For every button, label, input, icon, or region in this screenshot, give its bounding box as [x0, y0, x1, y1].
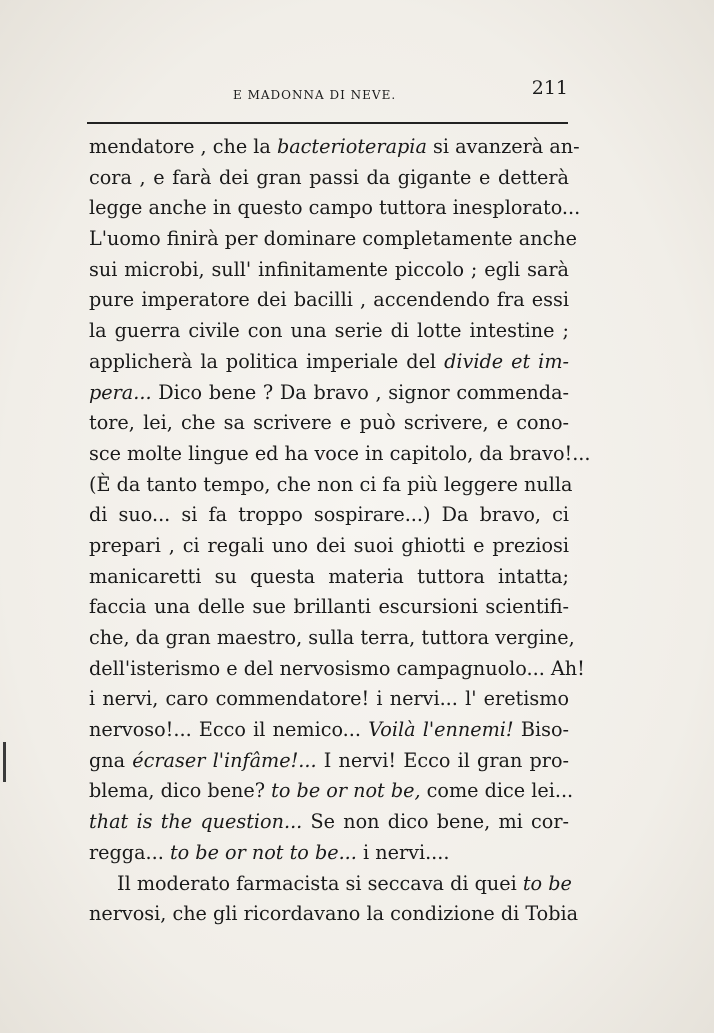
text-run: Se non dico bene, mi cor-: [302, 810, 569, 834]
text-run: sui microbi, sull' infinitamente piccolo ; egli sarà: [89, 257, 569, 281]
text-run: pera...: [89, 380, 152, 404]
text-line: [89, 347, 569, 378]
text-run: Biso-: [513, 718, 569, 742]
text-run: nervosi, che gli ricordavano la condizione di Tobia: [89, 902, 579, 926]
text-line: [89, 776, 574, 807]
text-run: dell'isterismo e del nervosismo campagnuolo... Ah!: [89, 656, 585, 680]
text-line: [89, 838, 569, 869]
text-run: tore, lei, che sa scrivere e può scrivere, e cono-: [89, 411, 569, 435]
text-run: blema, dico bene?: [89, 779, 272, 803]
text-run: mendatore , che la: [89, 135, 277, 158]
text-run: to be or not to be...: [169, 840, 357, 864]
text-run: to be or not be,: [271, 779, 421, 803]
text-run: legge anche in questo campo tuttora inesplorato...: [89, 196, 581, 220]
header-rule: [87, 122, 568, 124]
text-run: la guerra civile con una serie di lotte intestine ;: [89, 319, 569, 343]
text-run: applicherà la politica imperiale del: [89, 349, 445, 373]
text-run: écraser l'infâme!...: [132, 748, 317, 772]
text-run: manicaretti su questa materia tuttora intatta;: [89, 564, 569, 588]
text-line: [89, 439, 591, 470]
text-line: [89, 224, 578, 255]
text-run: that is the question...: [89, 810, 303, 834]
text-line: [89, 408, 569, 439]
page-header: [90, 76, 568, 108]
text-run: faccia una delle sue brillanti escursioni scientifi-: [89, 595, 569, 619]
text-line: [89, 193, 581, 224]
text-run: come dice lei...: [420, 779, 574, 803]
text-run: prepari , ci regali uno dei suoi ghiotti e preziosi: [89, 533, 569, 557]
text-run: regga...: [89, 840, 170, 864]
text-line: [89, 654, 585, 685]
text-line: [89, 531, 569, 562]
text-run: (È da tanto tempo, che non ci fa più leggere nulla: [89, 472, 573, 496]
text-line: [89, 592, 569, 623]
text-run: pure imperatore dei bacilli , accendendo fra essi: [89, 288, 569, 312]
text-run: cora , e farà dei gran passi da gigante e detterà: [89, 165, 569, 189]
text-line: [89, 285, 569, 316]
text-line: [89, 684, 569, 715]
text-run: bacterioterapia: [276, 135, 427, 158]
text-run: L'uomo finirà per dominare completamente anche: [89, 227, 578, 251]
text-line: [89, 378, 569, 409]
text-line: [89, 899, 579, 930]
text-line: [89, 316, 569, 347]
text-line: [89, 869, 572, 900]
text-run: nervoso!... Ecco il nemico...: [89, 718, 369, 742]
text-run: sce molte lingue ed ha voce in capitolo, da bravo!...: [89, 441, 591, 465]
running-head: E MADONNA DI NEVE.: [233, 88, 397, 102]
text-run: si avanzerà an-: [426, 135, 580, 158]
text-line: [89, 746, 569, 777]
text-line: [89, 132, 580, 163]
text-line: [89, 470, 573, 501]
text-run: i nervi....: [356, 840, 450, 864]
text-run: gna: [89, 748, 133, 772]
text-run: di suo... si fa troppo sospirare...) Da bravo, ci: [89, 503, 569, 527]
text-line: [89, 807, 569, 838]
text-run: i nervi, caro commendatore! i nervi... l' eretismo: [89, 687, 569, 711]
text-run: divide et im-: [444, 349, 569, 373]
page-number: 211: [531, 77, 568, 99]
text-run: to be: [522, 871, 572, 895]
text-line: [89, 255, 569, 286]
text-line: [89, 623, 575, 654]
text-run: Voilà l'ennemi!: [368, 718, 514, 742]
text-run: Dico bene ? Da bravo , signor commenda-: [151, 380, 569, 404]
text-line: [89, 500, 569, 531]
text-run: che, da gran maestro, sulla terra, tuttora vergine,: [89, 626, 575, 649]
page-edge-mark: [3, 742, 6, 782]
text-run: I nervi! Ecco il gran pro-: [316, 748, 569, 772]
body-text: [89, 132, 591, 930]
text-run: Il moderato farmacista si seccava di quei: [117, 871, 523, 895]
text-line: [89, 163, 569, 194]
text-line: [89, 715, 569, 746]
text-line: [89, 562, 569, 593]
